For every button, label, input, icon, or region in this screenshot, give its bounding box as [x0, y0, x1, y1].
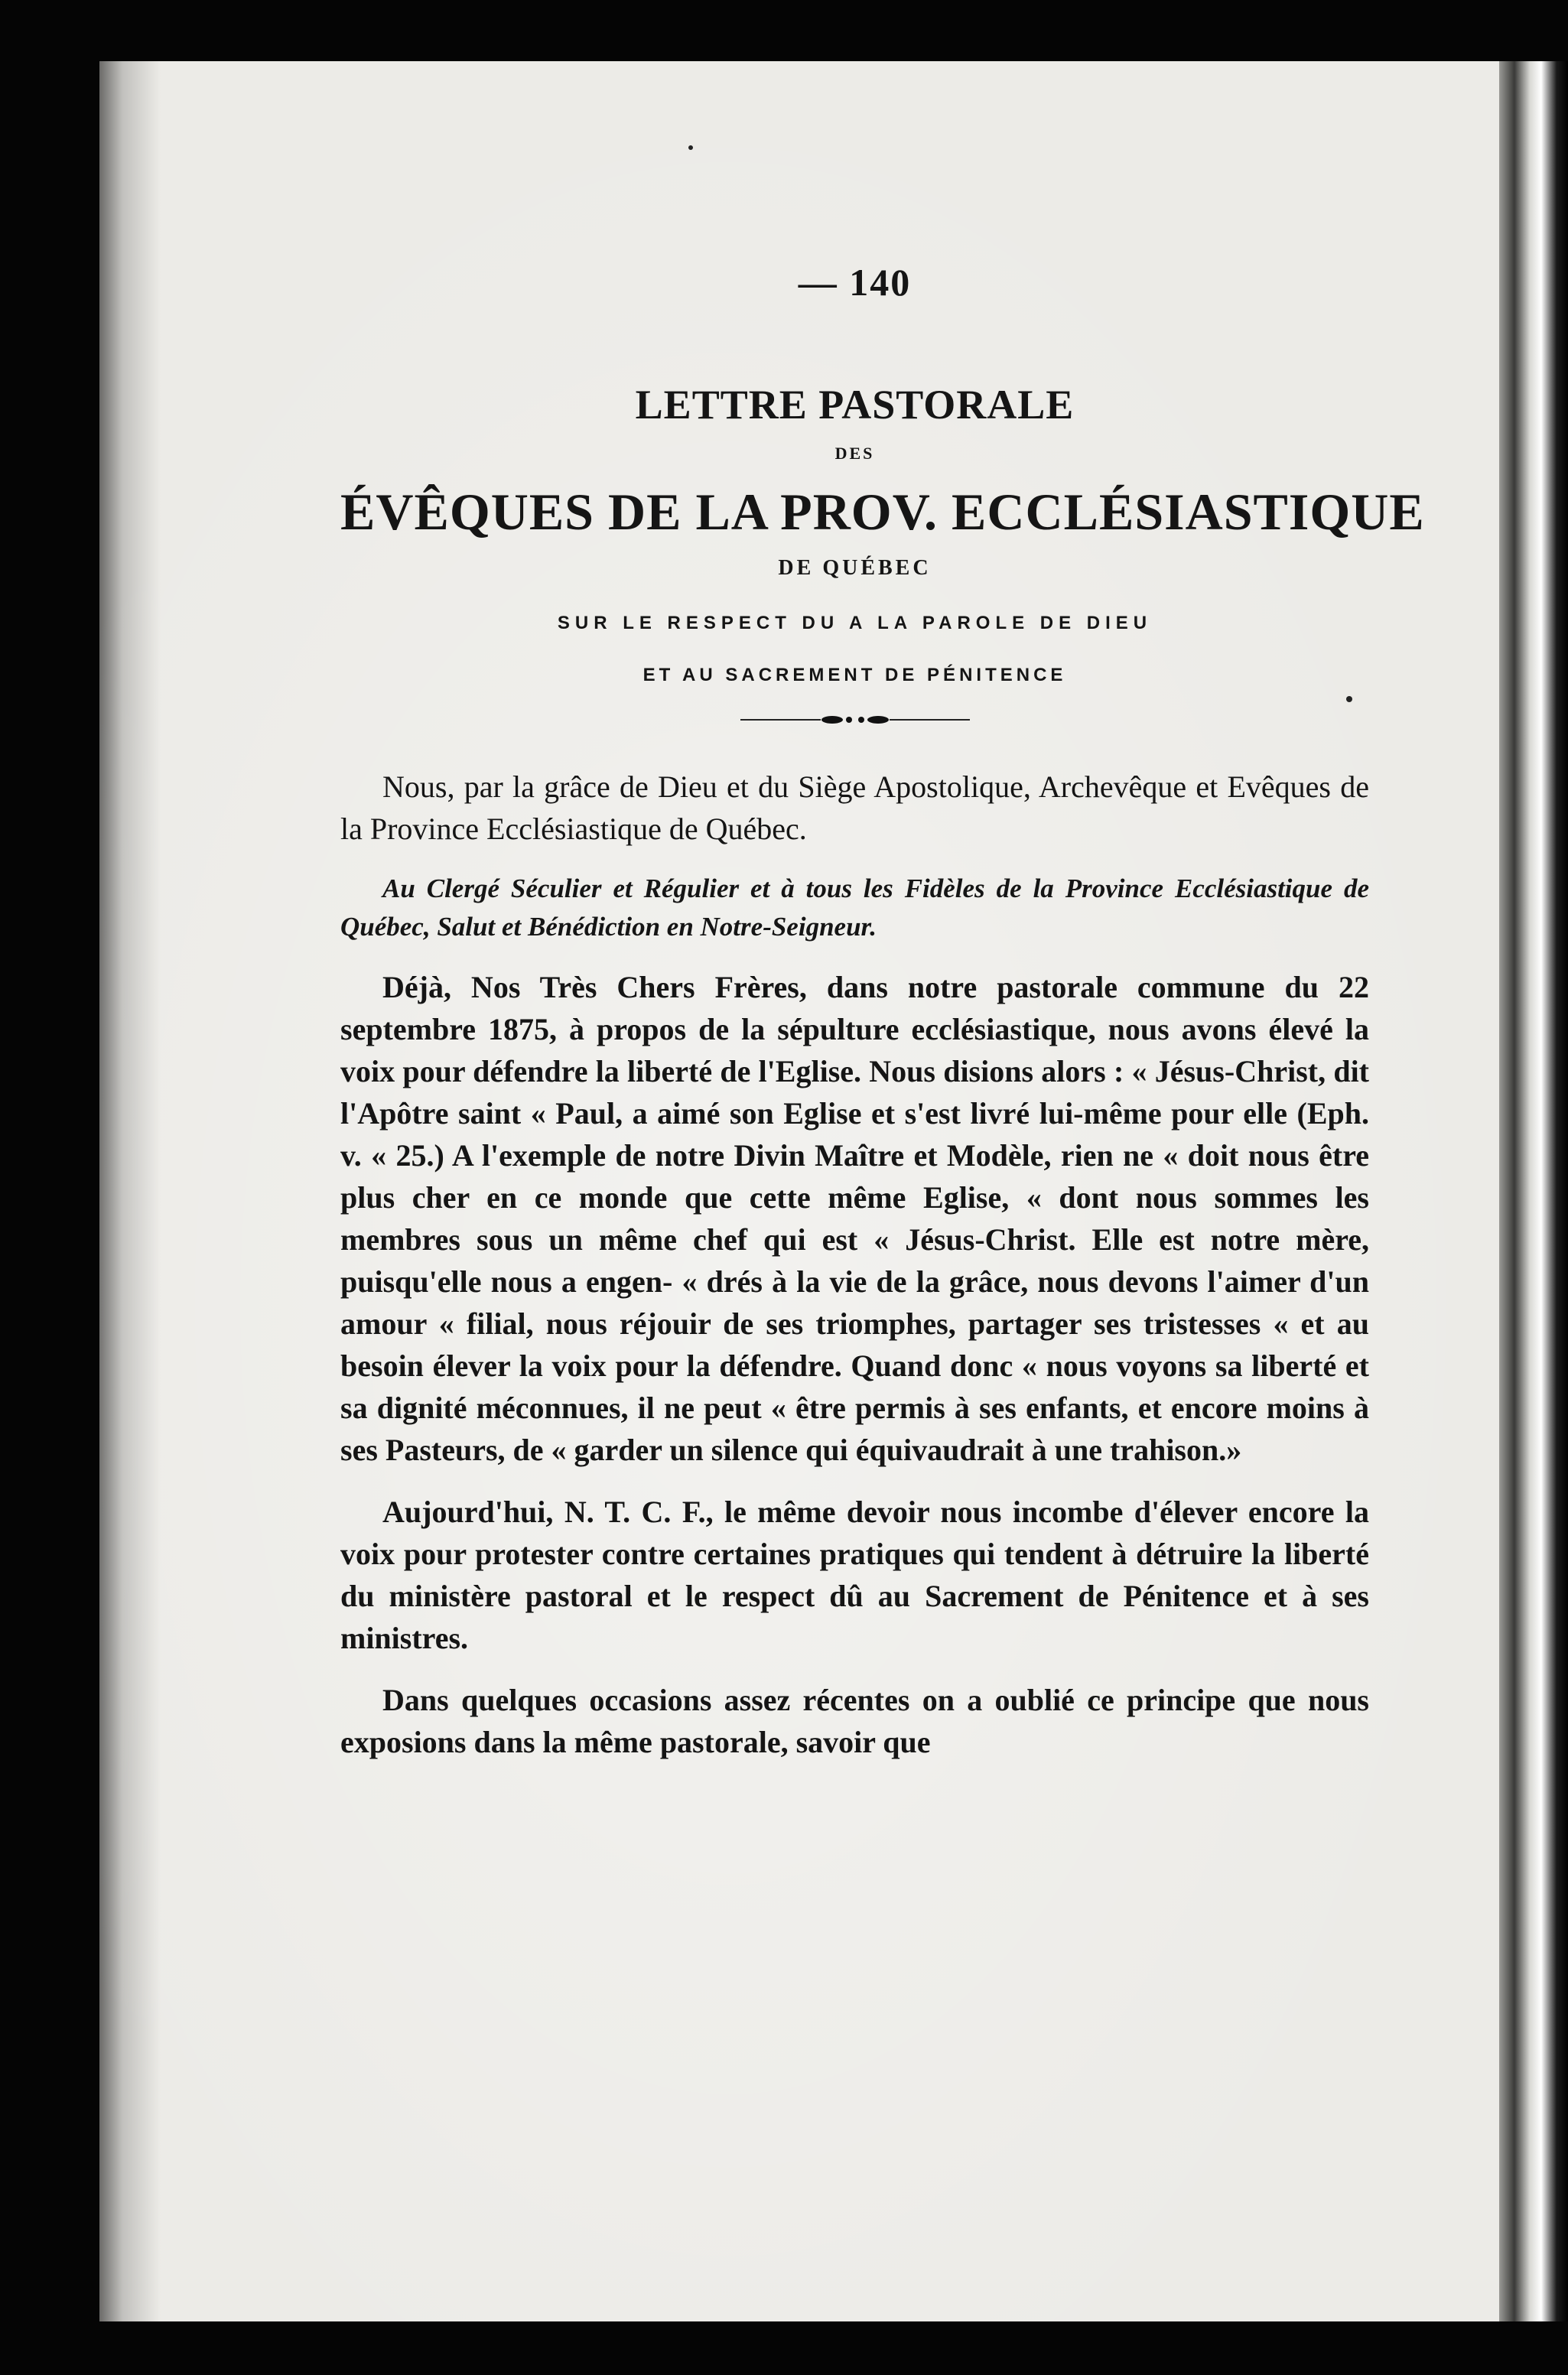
title-line-3: ÉVÊQUES DE LA PROV. ECCLÉSIASTIQUE	[340, 483, 1425, 541]
body-paragraph-1: Déjà, Nos Très Chers Frères, dans notre pastorale commune du 22 septembre 1875, à propos de la sépulture ecclésiastique, nous avons élevé la voix pour défendre la liberté de l'Eglise. Nous disions alors : « Jésus-Christ, dit l'Apôtre saint « Paul, a aimé son Eglise et s'est livré lui-même pour elle (Eph. v. « 25.) A l'exemple de notre Divin Maître et Modèle, rien ne « doit nous être plus cher en ce monde que cette même Eglise, « dont nous sommes les membres sous un même chef qui est « Jésus-Christ. Elle est notre mère, puisqu'elle nous a engen- « drés à la vie de la grâce, nous devons l'aimer d'un amour « filial, nous réjouir de ses triomphes, partager ses tristesses « et au besoin élever la voix pour la défendre. Quand donc « nous voyons sa liberté et sa dignité méconnues, il ne peut « être permis à ses enfants, et encore moins à ses Pasteurs, de « garder un silence qui équivaudrait à une trahison.»	[340, 970, 1369, 1467]
page-content	[340, 229, 1425, 1763]
ornament-divider	[740, 711, 970, 729]
body-paragraph-3: Dans quelques occasions assez récentes on a oublié ce principe que nous exposions dans la même pastorale, savoir que	[340, 1683, 1369, 1759]
body-paragraph-2: Aujourd'hui, N. T. C. F., le même devoir nous incombe d'élever encore la voix pour protester contre certaines pratiques qui tendent à détruire la liberté du ministère pastoral et le respect dû au Sacrement de Pénitence et à ses ministres.	[340, 1495, 1369, 1655]
page-binding-edge	[1499, 61, 1568, 2321]
ink-speck	[688, 145, 693, 150]
address-paragraph: Au Clergé Séculier et Régulier et à tous les Fidèles de la Province Ecclésiastique de Québec, Salut et Bénédiction en Notre-Seigneur.	[340, 874, 1369, 942]
title-line-4: DE QUÉBEC	[778, 556, 932, 580]
intro-paragraph: Nous, par la grâce de Dieu et du Siège Apostolique, Archevêque et Evêques de la Province Ecclésiastique de Québec.	[340, 769, 1369, 846]
subtitle-line-1: SUR LE RESPECT DU A LA PAROLE DE DIEU	[557, 613, 1153, 633]
title-line-1: LETTRE PASTORALE	[635, 382, 1075, 428]
subtitle-line-2: ET AU SACREMENT DE PÉNITENCE	[642, 665, 1067, 685]
page-number: — 140	[798, 261, 912, 304]
title-line-2: DES	[834, 444, 875, 463]
